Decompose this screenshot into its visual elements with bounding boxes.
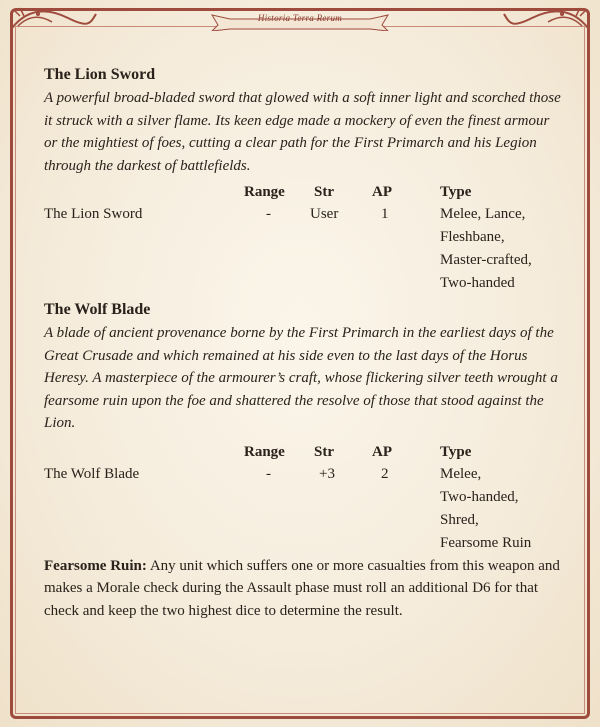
weapon-type-line: Melee,	[440, 465, 482, 482]
weapon-range: -	[266, 465, 271, 482]
col-header-range: Range	[244, 184, 285, 200]
weapon-type-line: Shred,	[440, 511, 479, 528]
col-header-ap: AP	[372, 443, 392, 460]
col-header-ap: AP	[372, 184, 392, 200]
weapon-str: +3	[319, 465, 335, 482]
weapon-type-line: Two-handed	[440, 275, 515, 291]
weapon-type-line: Fleshbane,	[440, 229, 505, 245]
weapon-name: The Lion Sword	[44, 206, 143, 222]
weapon-title: The Wolf Blade	[44, 301, 151, 318]
weapon-type-line: Two-handed,	[440, 488, 519, 505]
col-header-range: Range	[244, 443, 285, 460]
weapon-title: The Lion Sword	[44, 66, 156, 83]
col-header-str: Str	[314, 443, 334, 460]
weapon-ap: 2	[381, 465, 389, 482]
weapon-name: The Wolf Blade	[44, 465, 140, 482]
weapon-type-line: Master-crafted,	[440, 252, 532, 268]
weapon-type-line: Fearsome Ruin	[440, 534, 532, 551]
col-header-type: Type	[440, 443, 472, 460]
col-header-type: Type	[440, 184, 472, 200]
weapon-description: A blade of ancient provenance borne by the First Primarch in the earliest days of the Great Crusade and which remained at his side even to the last days of the Horus Heresy. A masterpiece of the armourer’s craft, whose flickering silver teeth wrought a fearsome ruin upon the foe and shattered the resolve of those that stood against the Lion.	[44, 325, 558, 431]
flourish-ornament-right	[502, 4, 592, 32]
special-rule	[44, 555, 564, 623]
page-content	[44, 64, 564, 622]
weapon-description: A powerful broad-bladed sword that glowed with a soft inner light and scorched those it struck with a silver flame. Its keen edge made a mockery of even the finest armour or the mightiest of foes, cutting a clear path for the First Primarch and his Legion through the darkest of battlefields.	[44, 90, 561, 174]
weapon-range: -	[266, 206, 271, 222]
weapon-str: User	[310, 206, 339, 222]
banner-text: Historia Terra Rerum	[257, 13, 343, 23]
col-header-str: Str	[314, 184, 334, 200]
weapon-profile-table	[44, 181, 564, 291]
special-rule-text: Any unit which suffers one or more casualties from this weapon and makes a Morale check during the Assault phase must roll an additional D6 for that check and keep the two highest dice to determine the result.	[44, 557, 560, 619]
special-rule-name: Fearsome Ruin:	[44, 557, 147, 574]
weapon-profile-table	[44, 441, 564, 551]
weapon-ap: 1	[381, 206, 389, 222]
flourish-ornament-left	[8, 4, 98, 32]
weapon-type-line: Melee, Lance,	[440, 206, 526, 222]
